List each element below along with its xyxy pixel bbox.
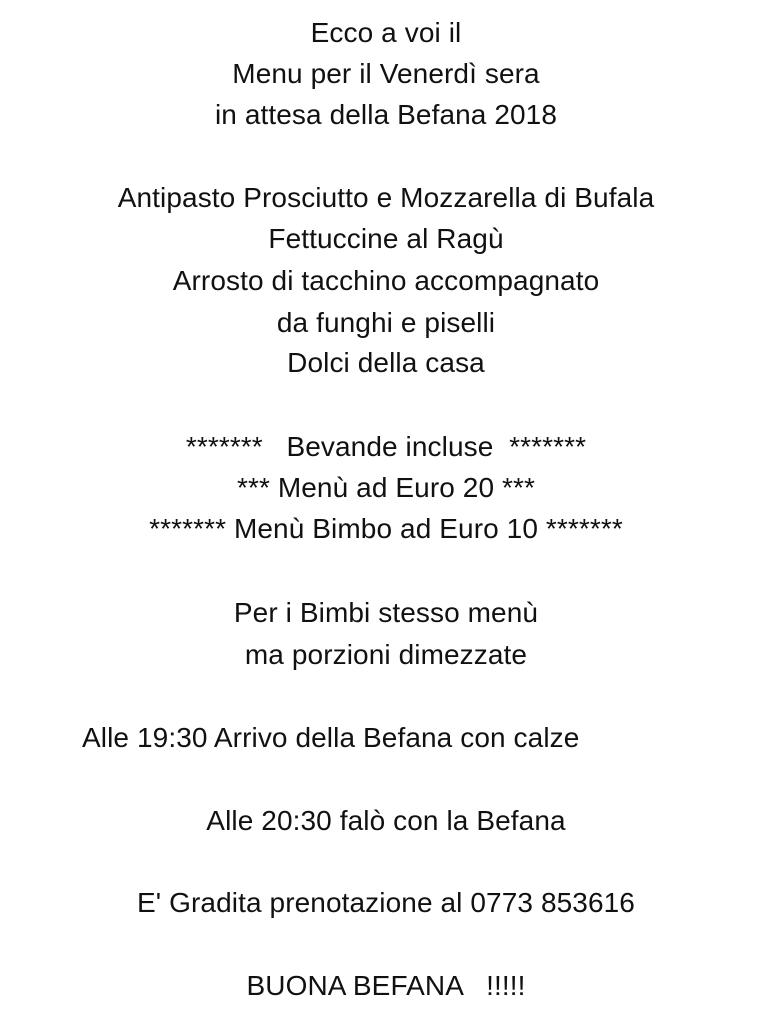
kids-note-line-2: ma porzioni dimezzate bbox=[244, 639, 528, 670]
befana-arrival: Alle 19:30 Arrivo della Befana con calze bbox=[82, 722, 580, 753]
child-price: ******* Menù Bimbo ad Euro 10 ******* bbox=[149, 513, 623, 544]
menu-item-contorno: da funghi e piselli bbox=[276, 307, 496, 338]
header-line-2: Menu per il Venerdì sera bbox=[232, 58, 540, 89]
adult-price: *** Menù ad Euro 20 *** bbox=[236, 472, 536, 503]
menu-item-arrosto: Arrosto di tacchino accompagnato bbox=[172, 265, 600, 296]
booking-info: E' Gradita prenotazione al 0773 853616 bbox=[137, 887, 635, 918]
closing-greeting: BUONA BEFANA !!!!! bbox=[246, 970, 526, 1001]
menu-item-antipasto: Antipasto Prosciutto e Mozzarella di Bufala bbox=[117, 182, 655, 213]
header-line-1: Ecco a voi il bbox=[310, 17, 462, 48]
menu-item-fettuccine: Fettuccine al Ragù bbox=[268, 223, 504, 254]
drinks-included: ******* Bevande incluse ******* bbox=[185, 431, 587, 462]
kids-note-line-1: Per i Bimbi stesso menù bbox=[233, 597, 539, 628]
header-line-3: in attesa della Befana 2018 bbox=[214, 99, 558, 130]
bonfire-event: Alle 20:30 falò con la Befana bbox=[206, 805, 566, 836]
menu-item-dolci: Dolci della casa bbox=[287, 347, 485, 378]
